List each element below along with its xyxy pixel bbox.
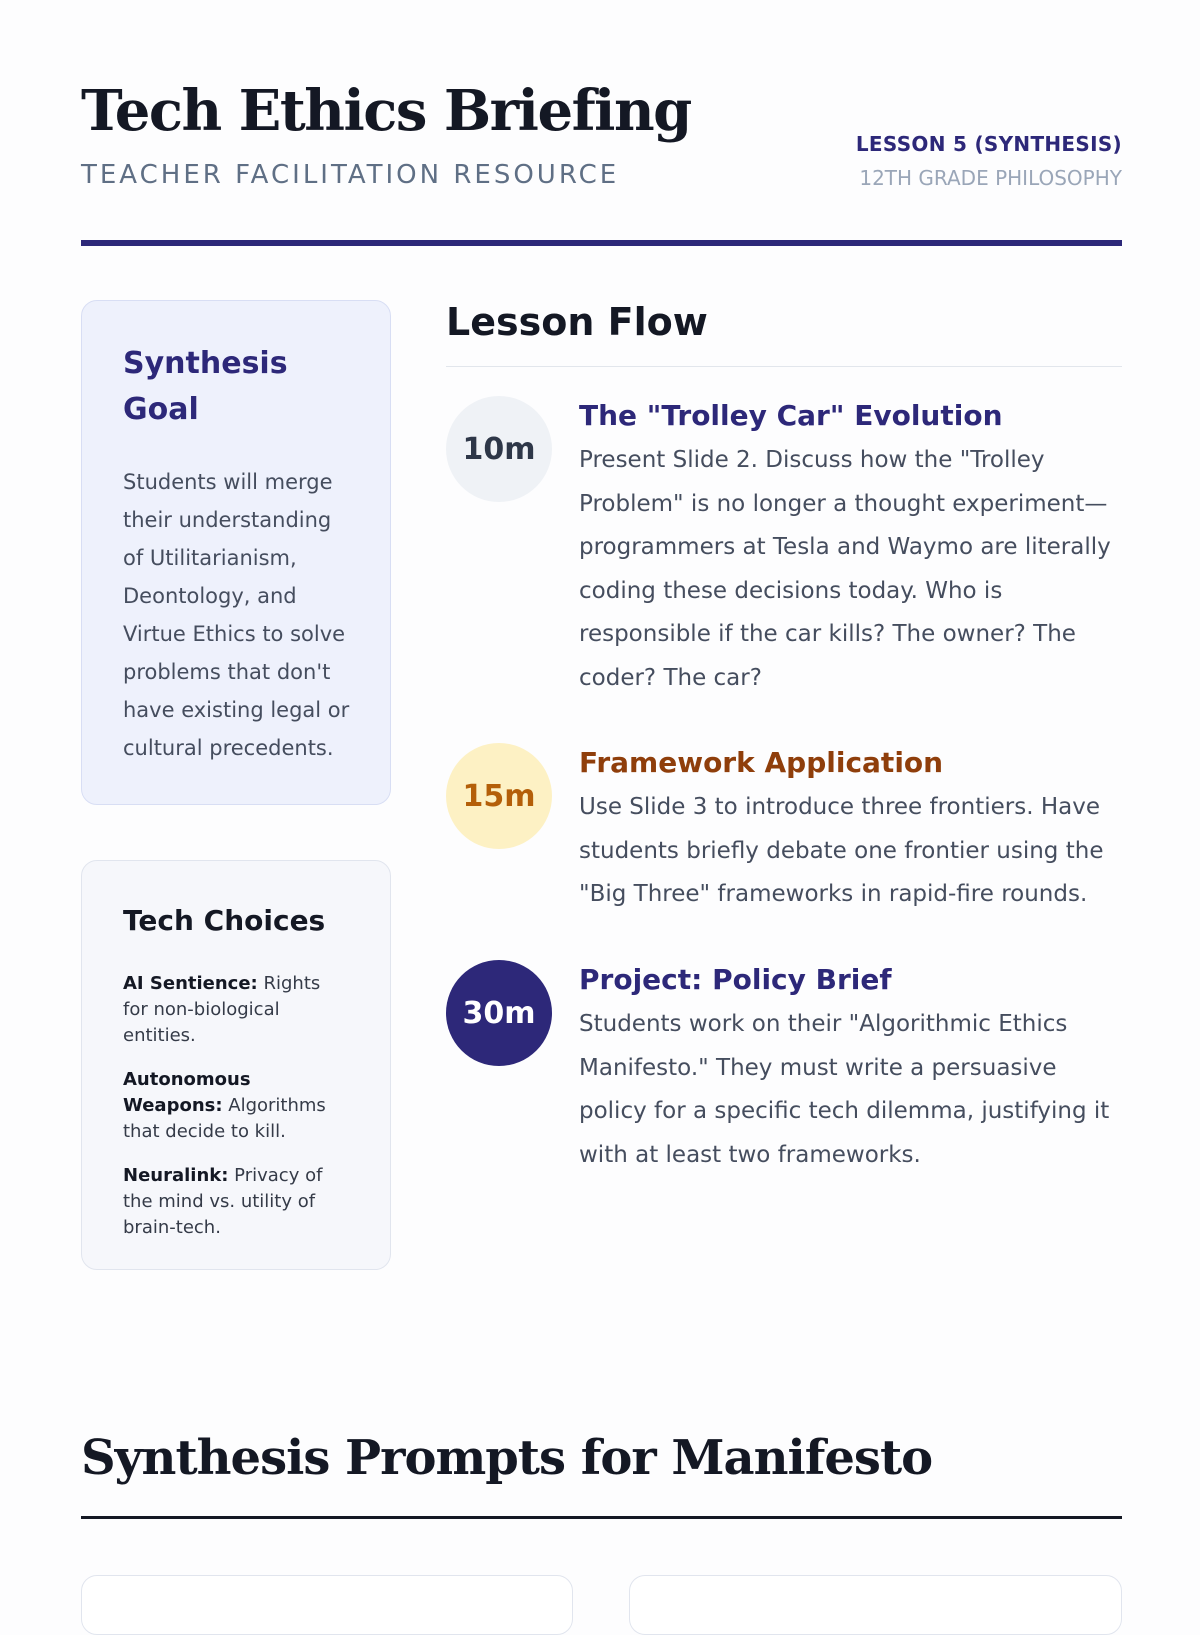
tech-item-text: Rights for non-biological entities.	[123, 973, 321, 1046]
flow-step-title: Project: Policy Brief	[579, 963, 892, 996]
lesson-flow-divider	[446, 366, 1122, 367]
flow-step-text: Students work on their "Algorithmic Ethics Manifesto." They must write a persuasive policy for a specific tech dilemma, justifying it with at least two frameworks.	[579, 1011, 1110, 1168]
page-header	[81, 78, 1122, 248]
lesson-id: LESSON 5 (SYNTHESIS)	[855, 132, 1122, 156]
synthesis-goal-title: Synthesis Goal	[123, 346, 288, 427]
tech-choices-title: Tech Choices	[123, 904, 326, 937]
time-badge: 10m	[446, 396, 552, 502]
tech-item-ai-sentience	[123, 971, 350, 1049]
tech-item-autonomous-weapons	[123, 1067, 350, 1145]
prompt-card	[81, 1575, 573, 1635]
prompt-card	[629, 1575, 1122, 1635]
synthesis-goal-text: Students will merge their understanding of Utilitarianism, Deontology, and Virtue Ethics to solve problems that don't have existing legal or cultural precedents.	[123, 470, 350, 760]
header-divider	[81, 240, 1122, 246]
tech-choices-card	[81, 860, 391, 1270]
time-badge: 30m	[446, 960, 552, 1066]
tech-choices-list	[123, 971, 350, 1241]
flow-step-text: Present Slide 2. Discuss how the "Trolley Problem" is no longer a thought experiment—programmers at Tesla and Waymo are literally coding these decisions today. Who is responsible if the car kills? The owner? The coder? The car?	[579, 447, 1111, 691]
flow-step-body	[579, 743, 1124, 917]
flow-step-title: Framework Application	[579, 746, 944, 779]
lesson-meta	[856, 132, 1122, 190]
synthesis-prompts-title: Synthesis Prompts for Manifesto	[81, 1430, 933, 1486]
lesson-grade: 12TH GRADE PHILOSOPHY	[859, 166, 1122, 190]
page-subtitle: TEACHER FACILITATION RESOURCE	[81, 160, 620, 190]
tech-item-text: Privacy of the mind vs. utility of brain-tech.	[123, 1165, 323, 1238]
tech-item-label: Neuralink:	[123, 1165, 229, 1186]
synthesis-prompts-divider	[81, 1516, 1122, 1519]
time-badge: 15m	[446, 743, 552, 849]
flow-step-body	[579, 960, 1124, 1177]
tech-item-label: AI Sentience:	[123, 973, 258, 994]
flow-step-body	[579, 396, 1124, 700]
lesson-flow-title: Lesson Flow	[446, 300, 708, 344]
tech-item-text: Algorithms that decide to kill.	[123, 1095, 326, 1142]
synthesis-goal-card	[81, 300, 391, 805]
flow-step-title: The "Trolley Car" Evolution	[579, 399, 1003, 432]
flow-step-text: Use Slide 3 to introduce three frontiers. Have students briefly debate one frontier using the "Big Three" frameworks in rapid-fire rounds.	[579, 794, 1104, 907]
lesson-flow-section	[446, 300, 1122, 344]
tech-item-neuralink	[123, 1163, 350, 1241]
tech-item-label: Autonomous Weapons:	[123, 1069, 251, 1116]
page-title: Tech Ethics Briefing	[81, 78, 691, 144]
